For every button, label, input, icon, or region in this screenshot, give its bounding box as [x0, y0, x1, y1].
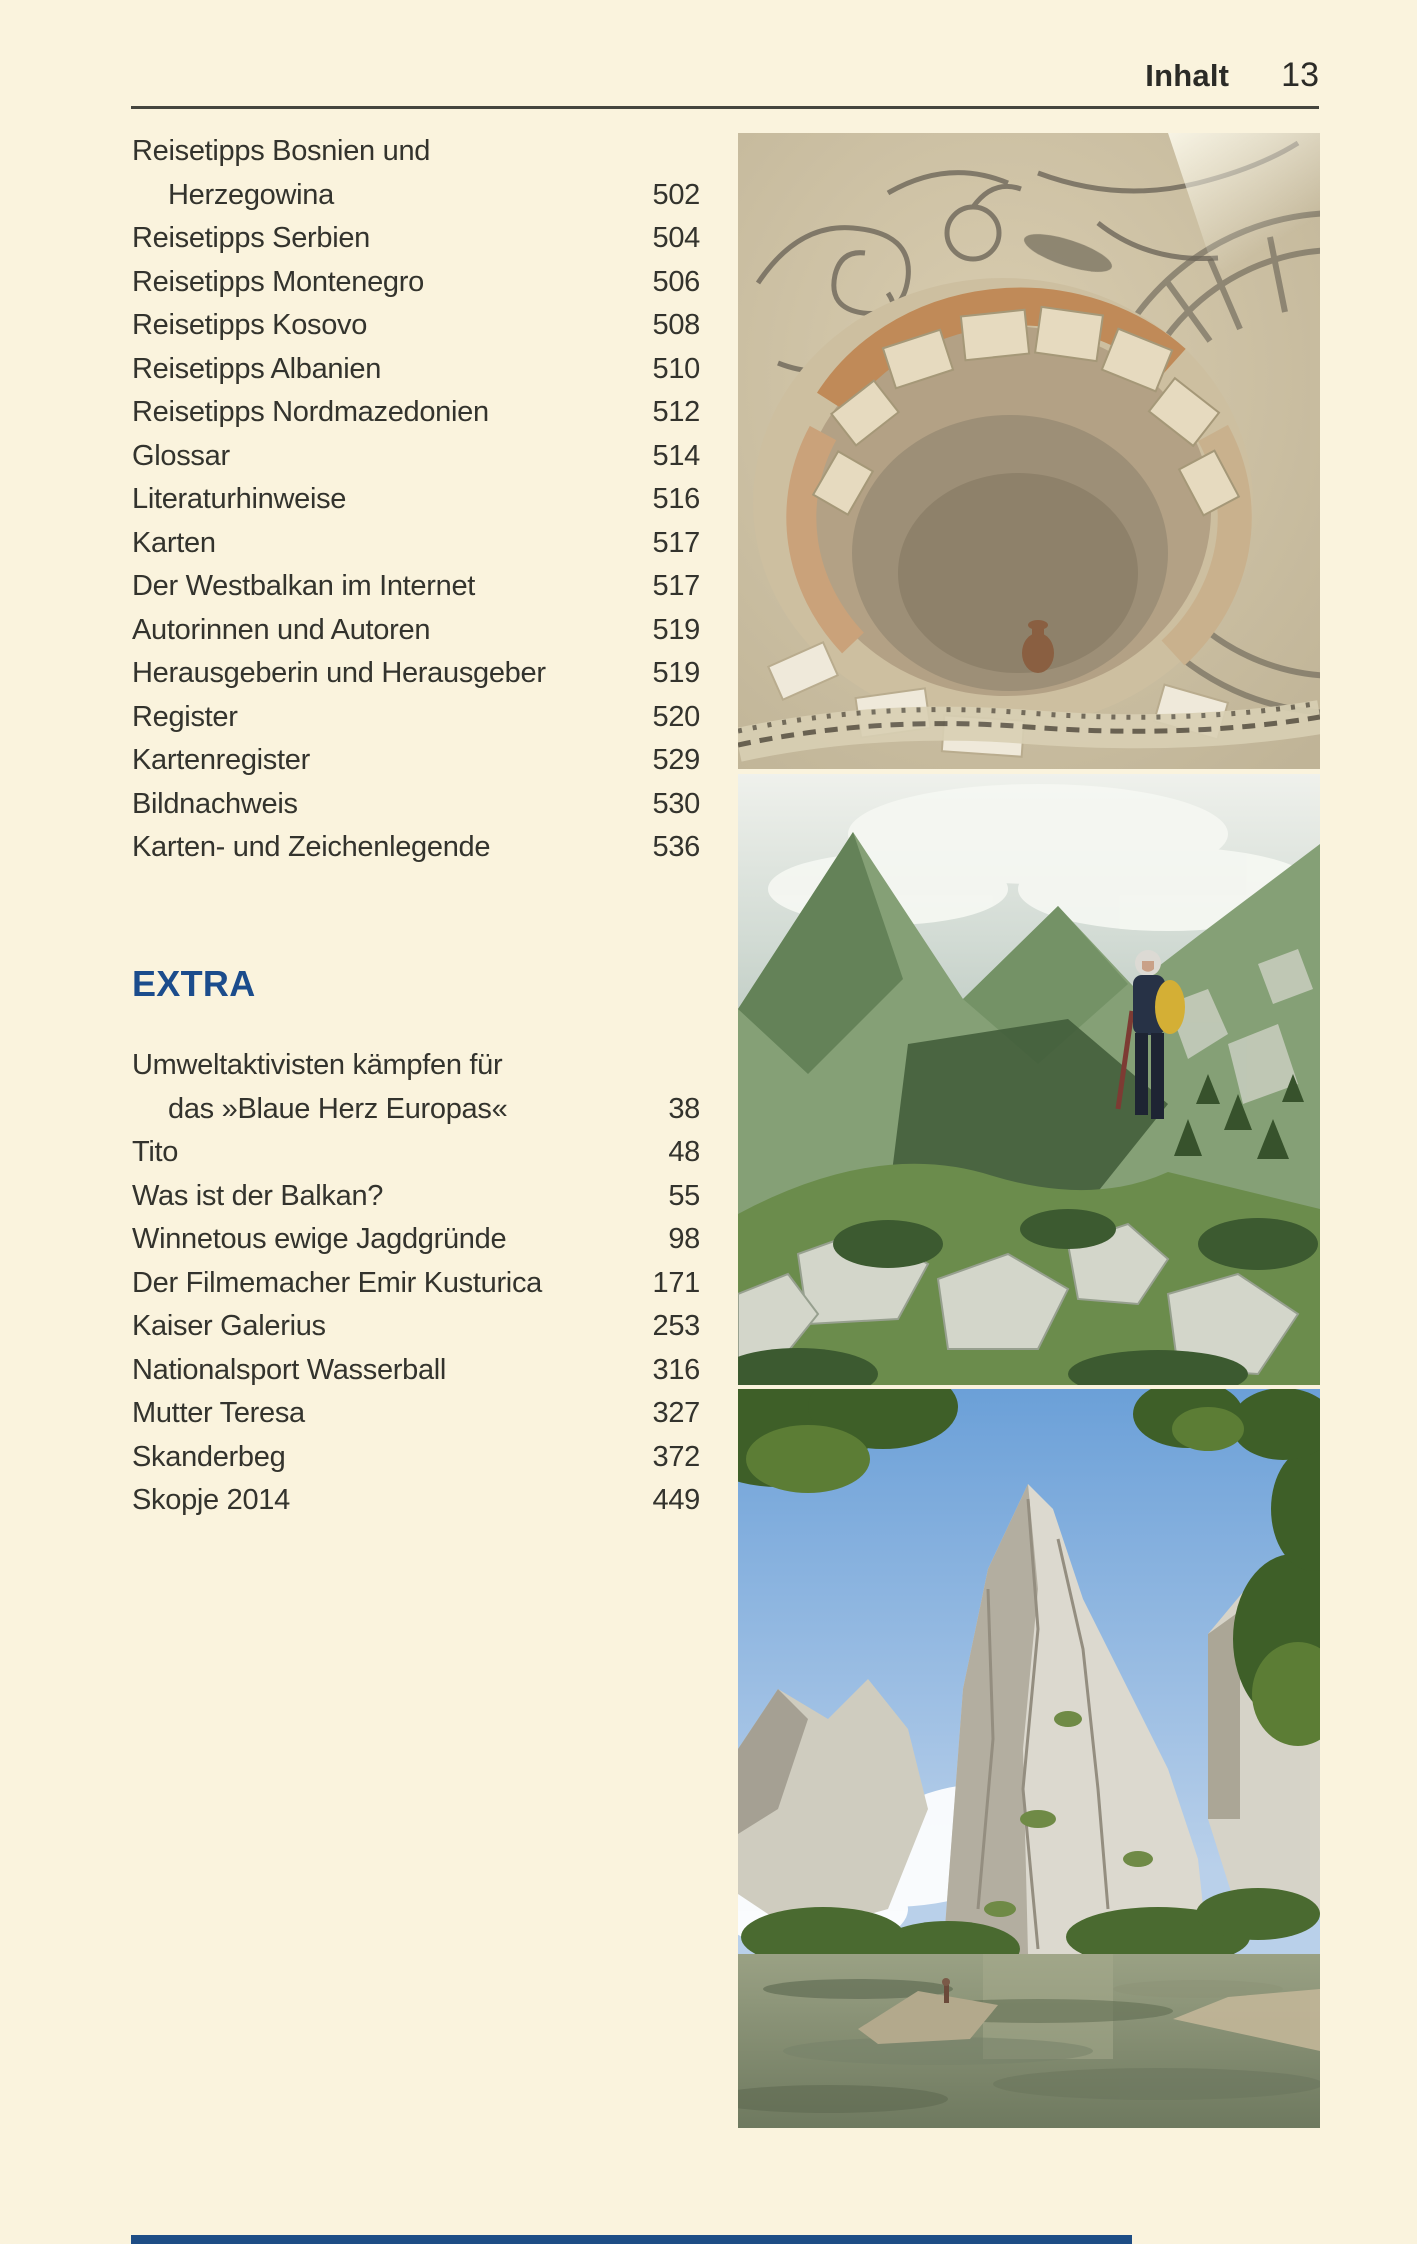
- header-rule: [131, 106, 1319, 109]
- toc-entry-label: das »Blaue Herz Europas«: [168, 1092, 508, 1125]
- toc-entry-label: Register: [132, 700, 238, 733]
- toc-entry-label: Karten- und Zeichenlegende: [132, 831, 491, 863]
- toc-entry-label: Skopje 2014: [132, 1484, 290, 1516]
- photo-mountain-hiker: [738, 774, 1320, 1385]
- toc-entry-page: 504: [652, 222, 700, 254]
- toc-entry-page: 38: [668, 1092, 700, 1125]
- page-header-title: Inhalt: [1145, 58, 1230, 93]
- excavation-mosaic-illustration: [738, 133, 1320, 769]
- toc-row: [132, 1349, 700, 1393]
- toc-entry-page: 517: [652, 570, 700, 602]
- toc-entry-label: Karten: [132, 526, 216, 559]
- toc-entry-label: Mutter Teresa: [132, 1397, 305, 1429]
- toc-row: [132, 130, 700, 174]
- toc-entry-label: Nationalsport Wasserball: [132, 1353, 447, 1386]
- toc-entry-page: 519: [652, 657, 700, 689]
- toc-row: [132, 1088, 700, 1132]
- toc-entry-label: Winnetous ewige Jagdgründe: [132, 1223, 507, 1255]
- toc-row: [132, 1131, 700, 1175]
- toc-entry-label: Herausgeberin und Herausgeber: [132, 657, 546, 689]
- canyon-river-illustration: [738, 1389, 1320, 2128]
- toc-entry-label: Reisetipps Bosnien und: [132, 135, 431, 167]
- toc-entry-page: 516: [652, 483, 700, 515]
- toc-entry-label: Reisetipps Albanien: [132, 352, 382, 385]
- page-header: [131, 56, 1319, 100]
- toc-row: [132, 1392, 700, 1436]
- toc-entry-page: 517: [652, 526, 700, 559]
- toc-row: [132, 1436, 700, 1480]
- toc-row: [132, 1044, 700, 1088]
- toc-row: [132, 435, 700, 479]
- toc-entry-label: Umweltaktivisten kämpfen für: [132, 1049, 503, 1081]
- toc-entry-page: 508: [652, 309, 700, 341]
- toc-row: [132, 391, 700, 435]
- toc-entry-page: 171: [652, 1266, 700, 1299]
- toc-entry-label: Bildnachweis: [132, 787, 298, 820]
- toc-row: [132, 783, 700, 827]
- toc-entry-label: Skanderbeg: [132, 1440, 286, 1473]
- toc-row: [132, 565, 700, 609]
- toc-entry-page: 327: [652, 1397, 700, 1429]
- toc-entry-label: Reisetipps Kosovo: [132, 309, 368, 341]
- toc-entry-page: 536: [652, 831, 700, 863]
- toc-row: [132, 522, 700, 566]
- toc-entry-label: Der Westbalkan im Internet: [132, 570, 476, 602]
- toc-entry-label: Literaturhinweise: [132, 483, 347, 515]
- photo-canyon-river: [738, 1389, 1320, 2128]
- page-number: 13: [1281, 56, 1319, 94]
- toc-entry-page: 55: [668, 1179, 700, 1212]
- toc-row: [132, 1305, 700, 1349]
- extra-heading: EXTRA: [132, 963, 256, 1004]
- footer-accent-bar: [131, 2235, 1132, 2244]
- toc-row: [132, 1218, 700, 1262]
- toc-entry-page: 529: [652, 744, 700, 776]
- toc-row: [132, 609, 700, 653]
- toc-row: [132, 739, 700, 783]
- toc-entry-page: 530: [652, 787, 700, 820]
- toc-row: [132, 478, 700, 522]
- toc-entry-label: Reisetipps Nordmazedonien: [132, 396, 489, 428]
- toc-entry-page: 253: [652, 1310, 700, 1342]
- toc-entry-label: Reisetipps Montenegro: [132, 265, 424, 298]
- toc-entry-label: Kartenregister: [132, 744, 310, 776]
- toc-entry-label: Tito: [132, 1136, 179, 1168]
- toc-row: [132, 826, 700, 870]
- toc-entry-label: Herzegowina: [168, 178, 334, 211]
- extra-list: [132, 1044, 700, 1523]
- toc-row: [132, 261, 700, 305]
- toc-entry-label: Glossar: [132, 439, 230, 472]
- toc-entry-label: Was ist der Balkan?: [132, 1179, 384, 1212]
- toc-row: [132, 304, 700, 348]
- toc-entry-page: 372: [652, 1440, 700, 1473]
- toc-list: [132, 130, 700, 870]
- photo-excavation-mosaic: [738, 133, 1320, 769]
- toc-row: [132, 1175, 700, 1219]
- toc-entry-page: 98: [668, 1223, 700, 1255]
- toc-entry-page: 512: [652, 396, 700, 428]
- toc-row: [132, 696, 700, 740]
- toc-entry-page: 519: [652, 613, 700, 646]
- toc-entry-label: Reisetipps Serbien: [132, 222, 371, 254]
- toc-entry-label: Der Filmemacher Emir Kusturica: [132, 1266, 542, 1299]
- toc-row: [132, 1262, 700, 1306]
- toc-entry-page: 48: [668, 1136, 700, 1168]
- toc-entry-page: 510: [652, 352, 700, 385]
- toc-entry-page: 449: [652, 1484, 700, 1516]
- toc-entry-label: Kaiser Galerius: [132, 1310, 326, 1342]
- toc-row: [132, 174, 700, 218]
- toc-row: [132, 652, 700, 696]
- toc-entry-page: 514: [652, 439, 700, 472]
- toc-row: [132, 1479, 700, 1523]
- toc-entry-page: 316: [652, 1353, 700, 1386]
- toc-entry-label: Autorinnen und Autoren: [132, 613, 431, 646]
- toc-entry-page: 520: [652, 700, 700, 733]
- toc-row: [132, 348, 700, 392]
- mountain-hiker-illustration: [738, 774, 1320, 1385]
- toc-entry-page: 502: [652, 178, 700, 211]
- toc-row: [132, 217, 700, 261]
- toc-entry-page: 506: [652, 265, 700, 298]
